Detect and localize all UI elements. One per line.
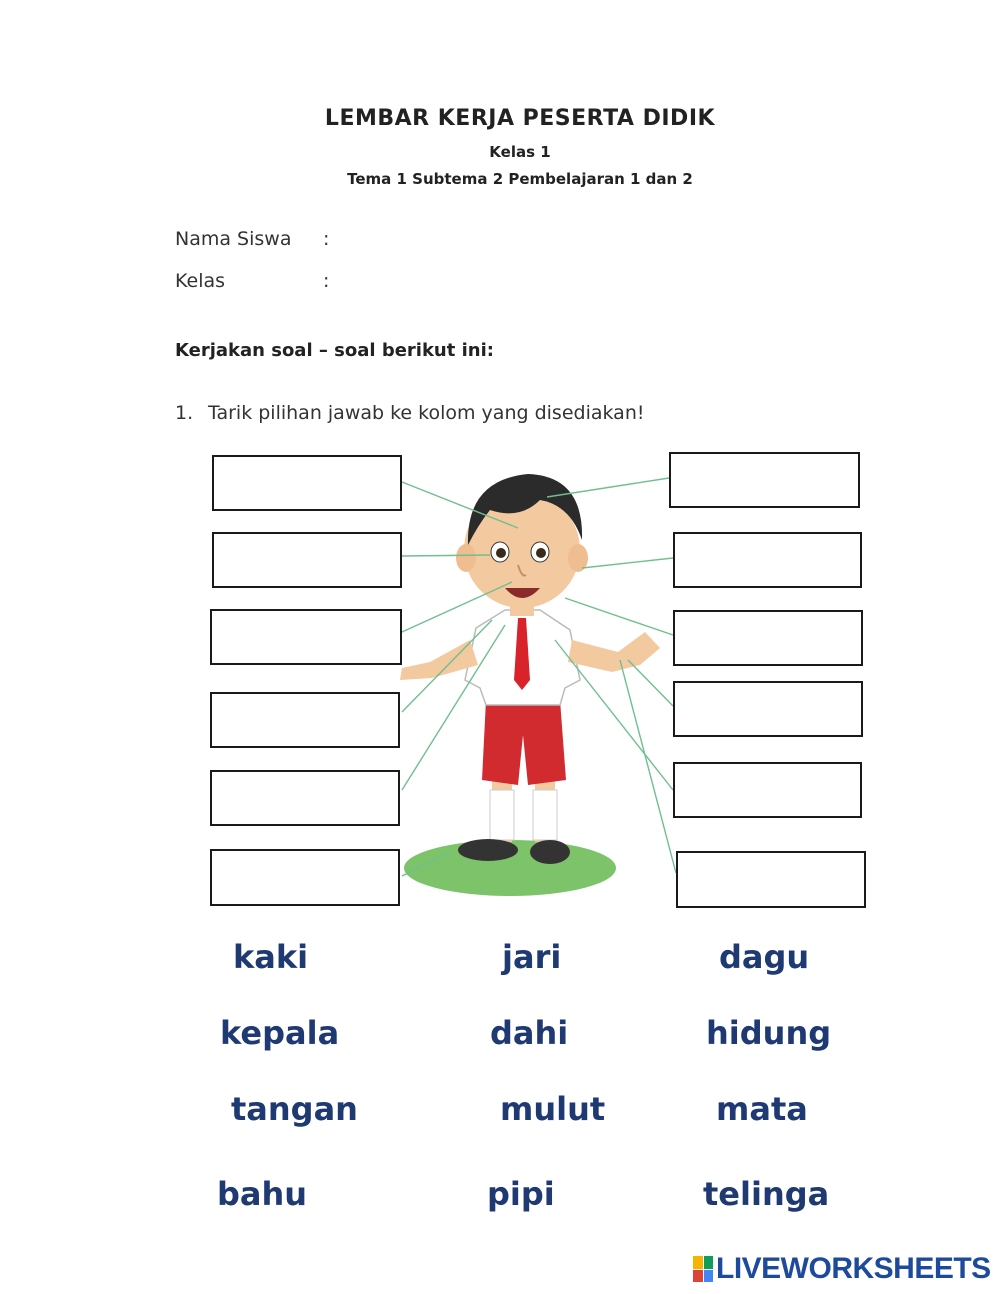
answer-box-left-3[interactable]: [210, 609, 402, 665]
theme-label: Tema 1 Subtema 2 Pembelajaran 1 dan 2: [347, 170, 693, 188]
field-separator: :: [323, 228, 330, 250]
left-ear: [456, 544, 476, 572]
field-separator: :: [323, 270, 330, 292]
answer-box-left-6[interactable]: [210, 849, 400, 906]
word-option-kepala[interactable]: kepala: [220, 1014, 340, 1052]
field-label: Nama Siswa: [175, 228, 292, 250]
answer-box-right-5[interactable]: [673, 762, 862, 818]
word-option-mulut[interactable]: mulut: [500, 1090, 606, 1128]
word-option-telinga[interactable]: telinga: [703, 1175, 830, 1213]
left-shoe: [458, 839, 518, 861]
worksheet-title: LEMBAR KERJA PESERTA DIDIK: [324, 106, 716, 131]
answer-box-left-1[interactable]: [212, 455, 402, 511]
word-option-dahi[interactable]: dahi: [490, 1014, 569, 1052]
instruction: Kerjakan soal – soal berikut ini:: [175, 340, 494, 361]
word-option-mata[interactable]: mata: [716, 1090, 808, 1128]
answer-box-left-4[interactable]: [210, 692, 400, 748]
answer-box-left-2[interactable]: [212, 532, 402, 588]
right-arm: [568, 632, 660, 672]
word-option-hidung[interactable]: hidung: [706, 1014, 832, 1052]
question-number: 1.: [175, 402, 194, 424]
word-option-pipi[interactable]: pipi: [487, 1175, 555, 1213]
word-option-dagu[interactable]: dagu: [719, 938, 810, 976]
brand-name: LIVEWORKSHEETS: [716, 1252, 991, 1285]
answer-box-right-4[interactable]: [673, 681, 863, 737]
answer-box-right-3[interactable]: [673, 610, 863, 666]
answer-box-left-5[interactable]: [210, 770, 400, 826]
word-option-jari[interactable]: jari: [502, 938, 562, 976]
answer-box-right-1[interactable]: [669, 452, 860, 508]
question-text: Tarik pilihan jawab ke kolom yang disediakan!: [208, 402, 645, 424]
class-label: Kelas 1: [489, 143, 551, 161]
answer-box-right-6[interactable]: [676, 851, 866, 908]
word-option-bahu[interactable]: bahu: [217, 1175, 308, 1213]
answer-box-right-2[interactable]: [673, 532, 862, 588]
word-option-kaki[interactable]: kaki: [233, 938, 309, 976]
liveworksheets-logo[interactable]: [693, 1253, 991, 1285]
red-shorts: [482, 700, 566, 785]
field-label: Kelas: [175, 270, 226, 292]
word-option-tangan[interactable]: tangan: [231, 1090, 358, 1128]
liveworksheets-icon: [693, 1256, 713, 1282]
right-shoe: [530, 840, 570, 864]
